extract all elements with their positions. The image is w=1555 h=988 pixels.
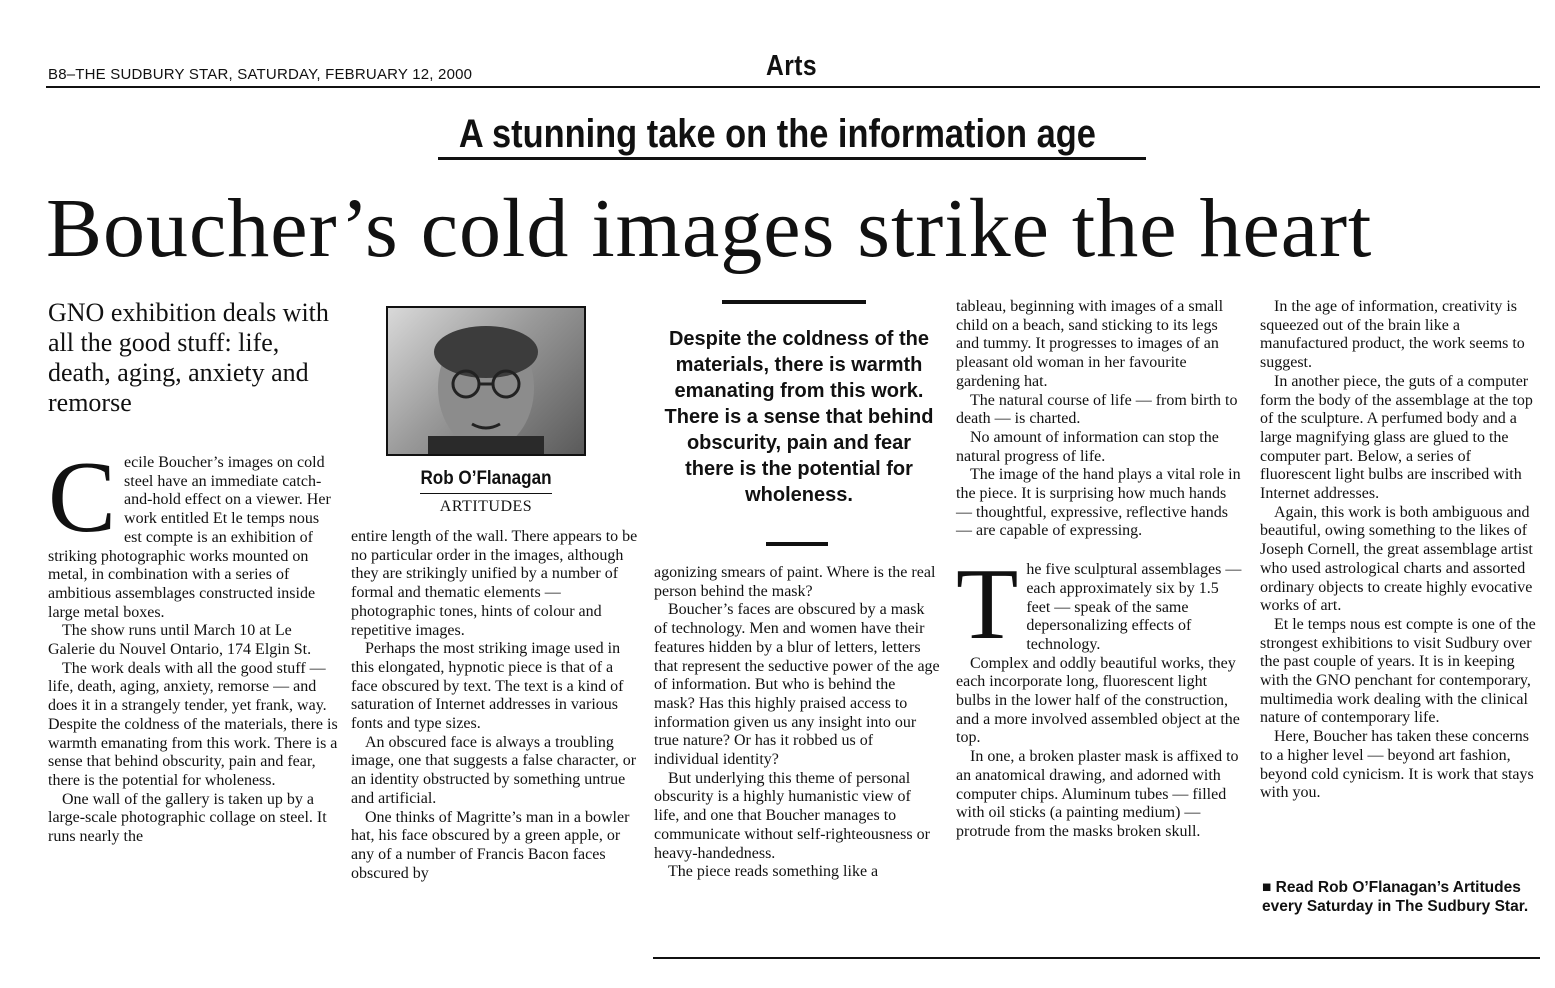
byline-name: Rob O’Flanagan — [420, 468, 552, 489]
paragraph: The image of the hand plays a vital role in the piece. It is surprising how much hands — thoughtful, expressive, reflective hands — are capable of expressing. — [956, 466, 1241, 540]
pull-quote: Despite the coldness of the materials, there is warmth emanating from this work. There is a sense that behind obscurity, pain and fear there is the potential for wholeness. — [664, 328, 934, 506]
paragraph: Complex and oddly beautiful works, they each incorporate long, fluorescent light bulbs in the lower half of the construction, and a more involved assembled object at the top. — [956, 654, 1240, 747]
paragraph: In another piece, the guts of a computer form the body of the assemblage at the top of the sculpture. A perfumed body and a large magnifying glass are glued to the computer part. Below, a series of fluorescent light bulbs are inscribed with Internet addresses. — [1260, 372, 1533, 503]
drop-cap: T — [956, 548, 1019, 662]
portrait-image — [388, 308, 584, 454]
paragraph: One thinks of Magritte’s man in a bowler hat, his face obscured by a green apple, or any of a number of Francis Bacon faces obscured by — [351, 808, 630, 882]
bottom-rule — [653, 957, 1540, 959]
section-name: Arts — [766, 50, 818, 82]
paragraph: The five sculptural assemblages — each approximately six by 1.5 feet — speak of the same depersonalizing effects of technology. — [956, 548, 1242, 662]
paragraph: The natural course of life — from birth to death — is charted. — [956, 391, 1238, 428]
article-column-1 — [48, 441, 338, 847]
paragraph: tableau, beginning with images of a small child on a beach, sand sticking to its legs and tummy. It progresses to images of an pleasant old woman in her favourite gardening hat. — [956, 298, 1224, 390]
paragraph: The show runs until March 10 at Le Galerie du Nouvel Ontario, 174 Elgin St. — [48, 622, 312, 659]
deck-subhead: GNO exhibition deals with all the good stuff: life, death, aging, anxiety and remorse — [48, 298, 329, 417]
paragraph: But underlying this theme of personal obscurity is a highly humanistic view of life, and one that Boucher manages to communicate without self-righteousness or heavy-handedness. — [654, 769, 930, 862]
paragraph: Perhaps the most striking image used in this elongated, hypnotic piece is that of a face obscured by text. The text is a kind of saturation of Internet addresses in various fonts and type sizes. — [351, 640, 624, 733]
kicker-underline — [438, 157, 1146, 160]
paragraph: Et le temps nous est compte is one of the strongest exhibitions to visit Sudbury over the past couple of years. It is in keeping with the GNO penchant for contemporary, multimedia work dealing with the clinical nature of contemporary life. — [1260, 615, 1536, 727]
paragraph: No amount of information can stop the natural progress of life. — [956, 428, 1219, 465]
paragraph: Cecile Boucher’s images on cold steel have an immediate catch-and-hold effect on a viewer. Her work entitled Et le temps nous est compte is an exhibition of striking photographic works mounted on metal, in combination with a series of ambitious assemblages constructed inside large metal boxes. — [48, 441, 331, 621]
author-photo — [386, 306, 586, 456]
article-column-4 — [956, 298, 1242, 842]
paragraph: The work deals with all the good stuff — life, death, aging, anxiety, remorse — and does it in a strangely tender, yet frank, way. Despite the coldness of the materials, there is warmth emanating from this work. There is a sense that behind obscurity, pain and fear, there is the potential for wholeness. — [48, 659, 338, 789]
paragraph: Again, this work is both ambiguous and beautiful, owing something to the likes of Joseph Cornell, the great assemblage artist who used astrological charts and assorted ordinary objects to create highly evocative works of art. — [1260, 503, 1533, 615]
article-column-3 — [654, 564, 940, 882]
pullquote-bottom-rule — [766, 542, 828, 546]
promo-tagline: ■ Read Rob O’Flanagan’s Artitudes every Saturday in The Sudbury Star. — [1262, 879, 1529, 915]
paragraph: One wall of the gallery is taken up by a large-scale photographic collage on steel. It runs nearly the — [48, 790, 327, 846]
paragraph: Boucher’s faces are obscured by a mask of technology. Men and women have their features hidden by a blur of letters, letters that represent the seductive power of the age of information. But who is behind the mask? Has this highly praised access to information given us any insight into our true nature? Or has it robbed us of individual identity? — [654, 601, 940, 769]
paragraph: agonizing smears of paint. Where is the real person behind the mask? — [654, 564, 936, 600]
kicker-text: A stunning take on the information age — [458, 112, 1097, 156]
byline-rule — [420, 493, 552, 494]
page-folio: B8–THE SUDBURY STAR, SATURDAY, FEBRUARY 12, 2000 — [48, 66, 473, 83]
paragraph: In one, a broken plaster mask is affixed to an anatomical drawing, and adorned with computer chips. Aluminum tubes — filled with oil sticks (a painting medium) — protrude from the masks broken skull. — [956, 748, 1239, 840]
top-rule — [46, 86, 1540, 88]
paragraph: Here, Boucher has taken these concerns to a higher level — beyond art fashion, beyond cold cynicism. It is work that stays with you. — [1260, 728, 1534, 802]
paragraph: entire length of the wall. There appears to be no particular order in the images, although they are strikingly unified by a number of formal and thematic elements — photographic tones, hints of colour and repetitive images. — [351, 528, 638, 639]
paragraph: In the age of information, creativity is squeezed out of the brain like a manufactured product, the work seems to suggest. — [1260, 298, 1525, 372]
article-column-2 — [351, 528, 639, 883]
paragraph: An obscured face is always a troubling image, one that suggests a false character, or an identity obstructed by something untrue and artificial. — [351, 733, 637, 807]
main-headline: Boucher’s cold images strike the heart — [46, 182, 1373, 275]
column-name: ARTITUDES — [439, 498, 533, 515]
article-column-5 — [1260, 298, 1542, 803]
drop-cap: C — [48, 441, 117, 554]
pullquote-top-rule — [722, 300, 866, 304]
paragraph: The piece reads something like a — [668, 863, 879, 881]
kicker-headline — [0, 112, 1555, 157]
